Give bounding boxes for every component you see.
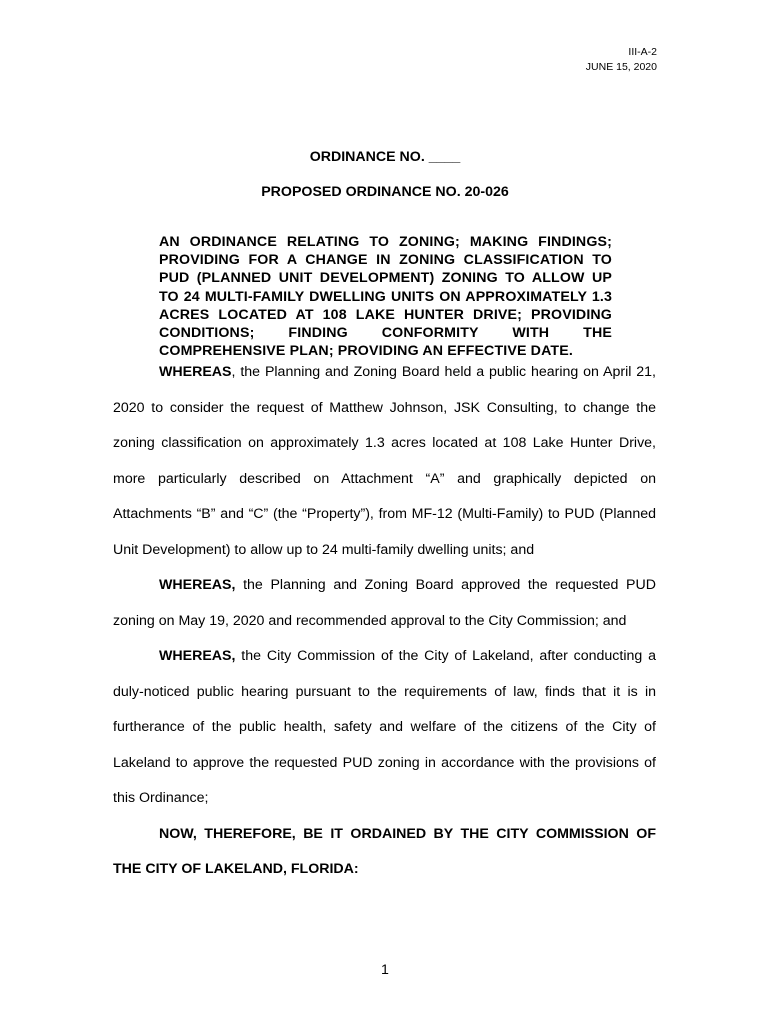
enacting-clause-line-2: THE CITY OF LAKELAND, FLORIDA: (113, 861, 359, 877)
whereas-1-line-2: 2020 to consider the request of Matthew Johnson, JSK Consulting, to change the (113, 400, 656, 416)
whereas-3-line-2: duly-noticed public hearing pursuant to the requirements of law, finds that it is in (113, 684, 656, 700)
whereas-2-line-1: WHEREAS, the Planning and Zoning Board approved the requested PUD (159, 577, 656, 593)
ordinance-title: AN ORDINANCE RELATING TO ZONING; MAKING FINDINGS; PROVIDING FOR A CHANGE IN ZONING CLASSIFICATION TO PUD (PLANNED UNIT DEVELOPMENT) ZONING TO ALLOW UP TO 24 MULTI-FAMILY DWELLING UNITS ON APPROXIMATELY 1.3 ACRES LOCATED AT 108 LAKE HUNTER DRIVE; PROVIDING CONDITIONS; FINDING CONFORMITY WITH THE COMPREHENSIVE PLAN; PROVIDING AN EFFECTIVE DATE. (159, 234, 612, 360)
whereas-3-line-5: this Ordinance; (113, 790, 209, 806)
header-date: JUNE 15, 2020 (585, 61, 657, 73)
whereas-3-line-1: WHEREAS, the City Commission of the City of Lakeland, after conducting a (159, 648, 656, 664)
enacting-clause-line-1: NOW, THEREFORE, BE IT ORDAINED BY THE CITY COMMISSION OF (159, 826, 656, 842)
whereas-3-lead: WHEREAS, (159, 648, 236, 664)
proposed-ordinance-number: PROPOSED ORDINANCE NO. 20-026 (261, 184, 509, 200)
whereas-1-lead: WHEREAS (159, 364, 232, 380)
whereas-1-line-6: Unit Development) to allow up to 24 multi-family dwelling units; and (113, 542, 535, 558)
whereas-3-line-4: Lakeland to approve the requested PUD zoning in accordance with the provisions of (113, 755, 656, 771)
whereas-1-line-3: zoning classification on approximately 1.3 acres located at 108 Lake Hunter Drive, (113, 435, 656, 451)
whereas-2-lead: WHEREAS, (159, 577, 236, 593)
header-code: III-A-2 (628, 46, 657, 58)
whereas-1-line-4: more particularly described on Attachment “A” and graphically depicted on (113, 471, 656, 487)
whereas-2-line-2: zoning on May 19, 2020 and recommended approval to the City Commission; and (113, 613, 627, 629)
whereas-1-line-1: WHEREAS, the Planning and Zoning Board held a public hearing on April 21, (159, 364, 656, 380)
whereas-3-line-3: furtherance of the public health, safety and welfare of the citizens of the City of (113, 719, 656, 735)
page-number: 1 (381, 962, 389, 978)
whereas-1-line-5: Attachments “B” and “C” (the “Property”), from MF-12 (Multi-Family) to PUD (Planned (113, 506, 656, 522)
ordinance-number: ORDINANCE NO. ____ (309, 149, 461, 165)
